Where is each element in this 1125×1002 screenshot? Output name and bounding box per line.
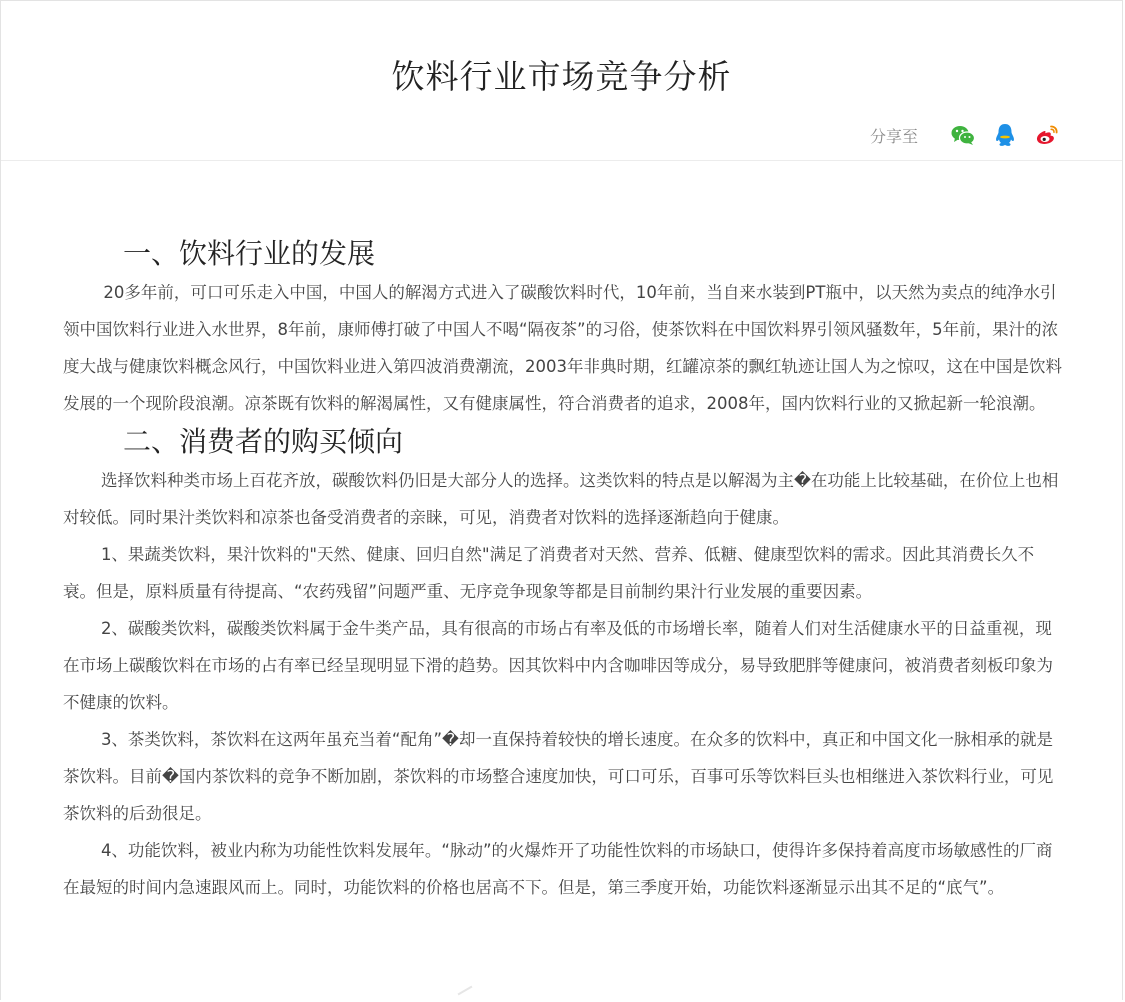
paragraph-development: 20多年前，可口可乐走入中国，中国人的解渴方式进入了碳酸饮料时代，10年前，当自来水装到PT瓶中，以天然为卖点的纯净水引领中国饮料行业进入水世界，8年前，康师傅打破了中国人不喝“隔夜茶”的习俗，使茶饮料在中国饮料界引领风骚数年，5年前，果汁的浓度大战与健康饮料概念风行，中国饮料业进入第四波消费潮流，2003年非典时期，红罐凉茶的飘红轨迹让国人为之惊叹，这在中国是饮料发展的一个现阶段浪潮。凉茶既有饮料的解渴属性，又有健康属性，符合消费者的追求，2008年，国内饮料行业的又掀起新一轮浪潮。 (63, 283, 1062, 413)
section-heading-consumer: 二、消费者的购买倾向 (123, 425, 404, 458)
share-bar (870, 121, 1060, 149)
paragraph-carbonated-drinks: 2、碳酸类饮料，碳酸类饮料属于金牛类产品，具有很高的市场占有率及低的市场增长率，随着人们对生活健康水平的日益重视，现在市场上碳酸饮料在市场的占有率已经呈现明显下滑的趋势。因其饮料中内含咖啡因等成分，易导致肥胖等健康问，被消费者刻板印象为不健康的饮料。 (63, 619, 1053, 712)
share-label: 分享至 (869, 126, 918, 146)
document-body (63, 234, 1063, 906)
qq-icon[interactable] (992, 122, 1018, 148)
paragraph-tea-drinks: 3、茶类饮料，茶饮料在这两年虽充当着“配角”�却一直保持着较快的增长速度。在众多的饮料中，真正和中国文化一脉相承的就是茶饮料。目前�国内茶饮料的竞争不断加剧，茶饮料的市场整合速度加快，可口可乐，百事可乐等饮料巨头也相继进入茶饮料行业，可见茶饮料的后劲很足。 (63, 730, 1054, 823)
document-header (1, 1, 1122, 161)
paragraph-functional-drinks: 4、功能饮料，被业内称为功能性饮料发展年。“脉动”的火爆炸开了功能性饮料的市场缺口，使得许多保持着高度市场敏感性的厂商在最短的时间内急速跟风而上。同时，功能饮料的价格也居高不下。但是，第三季度开始，功能饮料逐渐显示出其不足的“底气”。 (63, 841, 1053, 897)
page-title: 饮料行业市场竞争分析 (391, 57, 732, 96)
paragraph-consumer-intro: 选择饮料种类市场上百花齐放，碳酸饮料仍旧是大部分人的选择。这类饮料的特点是以解渴为主�在功能上比较基础，在价位上也相对较低。同时果汁类饮料和凉茶也备受消费者的亲睐，可见，消费者对饮料的选择逐渐趋向于健康。 (63, 471, 1059, 527)
weibo-icon[interactable] (1034, 122, 1060, 148)
paragraph-fruit-drinks: 1、果蔬类饮料，果汁饮料的"天然、健康、回归自然"满足了消费者对天然、营养、低糖、健康型饮料的需求。因此其消费长久不衰。但是，原料质量有待提高、“农药残留”问题严重、无序竞争现象等都是目前制约果汁行业发展的重要因素。 (63, 545, 1035, 601)
wechat-icon[interactable] (950, 122, 976, 148)
section-heading-development: 一、饮料行业的发展 (123, 237, 376, 270)
